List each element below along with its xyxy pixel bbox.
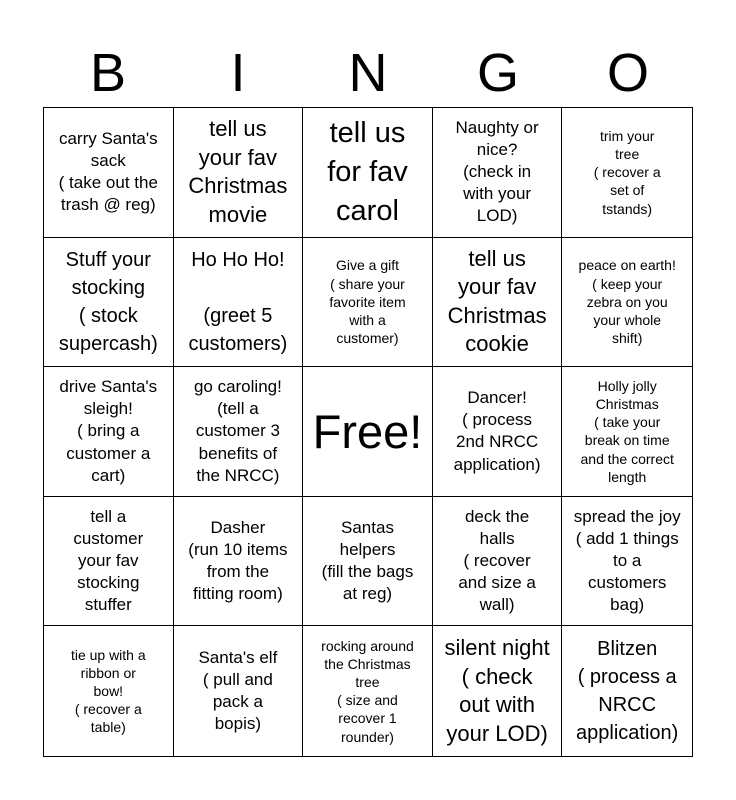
bingo-cell-label: spread the joy ( add 1 things to a customers bag) (573, 506, 681, 615)
bingo-cell-label: Santas helpers (fill the bags at reg) (321, 517, 414, 604)
bingo-cell-label: drive Santa's sleigh! ( bring a customer a cart) (59, 377, 158, 485)
bingo-cell-r1c4[interactable] (433, 108, 563, 238)
bingo-cell-r1c3[interactable] (303, 108, 433, 238)
free-space-label: Free! (312, 404, 423, 458)
header-letter-g: G (476, 43, 519, 103)
bingo-cell-label: Dancer! ( process 2nd NRCC application) (453, 388, 541, 474)
bingo-header (43, 40, 693, 106)
bingo-cell-label: deck the halls ( recover and size a wall) (458, 506, 536, 615)
bingo-cell-r3c5[interactable] (562, 367, 692, 497)
bingo-cell-r5c1[interactable] (44, 626, 174, 756)
bingo-cell-free[interactable] (303, 367, 433, 497)
bingo-cell-label: tie up with a ribbon or bow! ( recover a table) (70, 646, 146, 736)
header-letter-b: B (89, 43, 127, 103)
bingo-cell-r5c5[interactable] (562, 626, 692, 756)
header-letter-o: O (606, 43, 649, 103)
bingo-cell-label: Holly jolly Christmas ( take your break on time and the correct length (580, 377, 674, 485)
bingo-cell-r2c3[interactable] (303, 238, 433, 368)
bingo-cell-label: go caroling! (tell a customer 3 benefits of the NRCC) (193, 377, 282, 485)
header-letter-n: N (348, 43, 388, 103)
bingo-cell-label: tell a customer your fav stocking stuffer (73, 506, 144, 615)
bingo-cell-label: Stuff your stocking ( stock supercash) (58, 248, 158, 355)
bingo-card-grid (43, 107, 693, 757)
bingo-cell-r4c4[interactable] (433, 497, 563, 627)
bingo-cell-label: Ho Ho Ho! (greet 5 customers) (188, 248, 288, 355)
bingo-cell-r2c1[interactable] (44, 238, 174, 368)
bingo-cell-label: trim your tree ( recover a set of tstands) (593, 127, 661, 217)
bingo-cell-r1c1[interactable] (44, 108, 174, 238)
bingo-cell-label: Dasher (run 10 items from the fitting room) (188, 517, 288, 604)
bingo-cell-r4c1[interactable] (44, 497, 174, 627)
bingo-cell-r4c2[interactable] (174, 497, 304, 627)
bingo-cell-label: Santa's elf ( pull and pack a bopis) (198, 648, 278, 734)
bingo-cell-r4c3[interactable] (303, 497, 433, 627)
bingo-cell-r2c5[interactable] (562, 238, 692, 368)
bingo-cell-label: Blitzen ( process a NRCC application) (576, 638, 679, 745)
bingo-cell-label: tell us your fav Christmas movie (188, 116, 288, 227)
bingo-cell-r5c3[interactable] (303, 626, 433, 756)
bingo-cell-label: tell us for fav carol (327, 116, 408, 227)
bingo-cell-r3c1[interactable] (44, 367, 174, 497)
bingo-cell-label: carry Santa's sack ( take out the trash @ reg) (58, 129, 158, 215)
bingo-cell-r3c2[interactable] (174, 367, 304, 497)
bingo-cell-label: rocking around the Christmas tree ( size and recover 1 rounder) (321, 637, 414, 745)
bingo-cell-label: silent night ( check out with your LOD) (444, 635, 550, 746)
bingo-cell-label: Give a gift ( share your favorite item with a customer) (329, 257, 406, 347)
bingo-cell-r5c2[interactable] (174, 626, 304, 756)
bingo-cell-label: Naughty or nice? (check in with your LOD) (455, 118, 539, 226)
bingo-cell-r1c5[interactable] (562, 108, 692, 238)
bingo-cell-label: peace on earth! ( keep your zebra on you your whole shift) (578, 257, 676, 347)
bingo-cell-r2c2[interactable] (174, 238, 304, 368)
bingo-cell-label: tell us your fav Christmas cookie (447, 245, 547, 357)
header-letter-i: I (230, 43, 246, 103)
bingo-cell-r5c4[interactable] (433, 626, 563, 756)
bingo-cell-r3c4[interactable] (433, 367, 563, 497)
bingo-cell-r4c5[interactable] (562, 497, 692, 627)
bingo-cell-r1c2[interactable] (174, 108, 304, 238)
bingo-cell-r2c4[interactable] (433, 238, 563, 368)
